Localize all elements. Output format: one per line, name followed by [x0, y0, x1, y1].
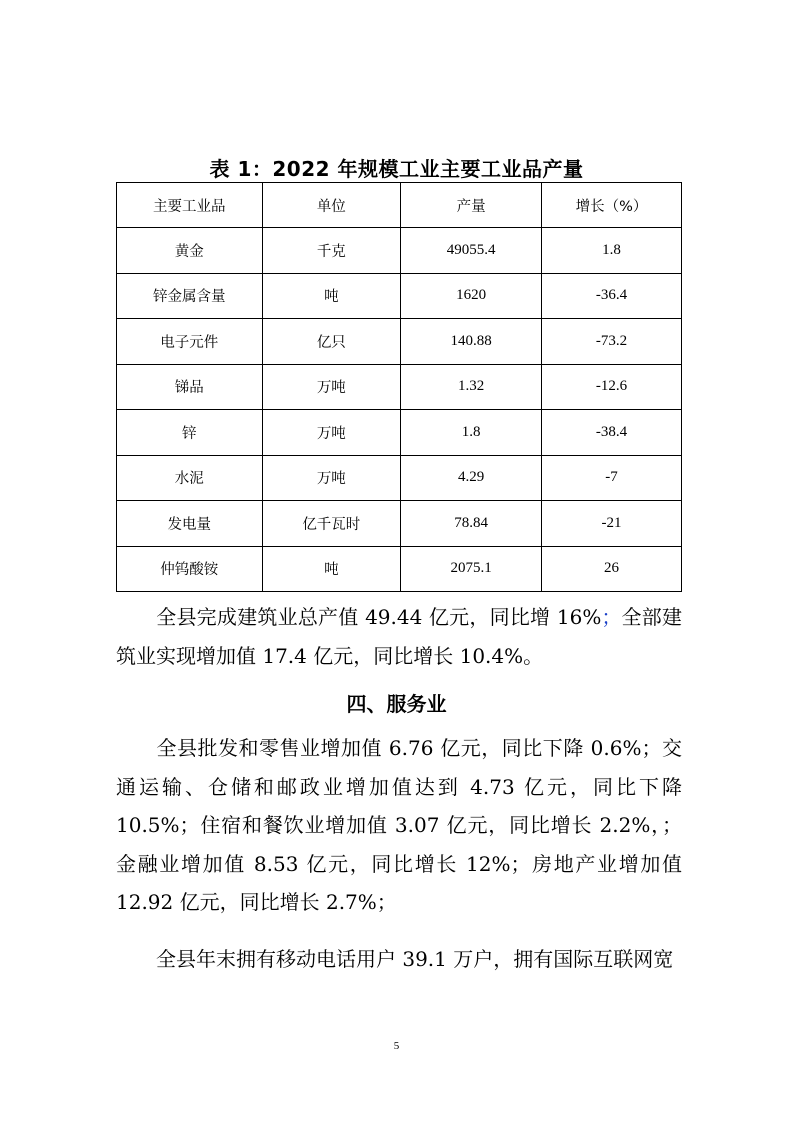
cell-product: 电子元件 — [117, 319, 263, 365]
cell-growth: 26 — [542, 546, 682, 592]
cell-unit: 万吨 — [262, 455, 401, 501]
table-row — [117, 546, 682, 592]
header-growth: 增长（%） — [542, 183, 682, 228]
page-number: 5 — [393, 1040, 400, 1052]
cell-product: 黄金 — [117, 228, 263, 274]
cell-product: 发电量 — [117, 501, 263, 547]
industrial-output-table — [116, 182, 682, 592]
cell-unit: 亿千瓦时 — [262, 501, 401, 547]
cell-output: 49055.4 — [401, 228, 542, 274]
cell-growth: -7 — [542, 455, 682, 501]
table-header-row — [117, 183, 682, 228]
table-title: 表 1：2022 年规模工业主要工业品产量 — [209, 157, 584, 181]
cell-growth: -38.4 — [542, 410, 682, 456]
table-row — [117, 273, 682, 319]
table-row — [117, 228, 682, 274]
cell-unit: 千克 — [262, 228, 401, 274]
cell-unit: 亿只 — [262, 319, 401, 365]
construction-paragraph — [116, 598, 682, 675]
table-row — [117, 319, 682, 365]
services-paragraph — [116, 729, 682, 922]
cell-product: 锌 — [117, 410, 263, 456]
cell-growth: -21 — [542, 501, 682, 547]
header-output: 产量 — [401, 183, 542, 228]
telecom-paragraph — [116, 940, 682, 979]
telecom-text: 全县年末拥有移动电话用户 39.1 万户，拥有国际互联网宽 — [156, 947, 674, 971]
cell-output: 1620 — [401, 273, 542, 319]
cell-output: 2075.1 — [401, 546, 542, 592]
cell-unit: 吨 — [262, 546, 401, 592]
table-row — [117, 501, 682, 547]
cell-growth: -73.2 — [542, 319, 682, 365]
cell-product: 锑品 — [117, 364, 263, 410]
construction-text-a: 全县完成建筑业总产值 49.44 亿元，同比增 16% — [156, 605, 602, 629]
cell-output: 78.84 — [401, 501, 542, 547]
cell-product: 锌金属含量 — [117, 273, 263, 319]
cell-growth: 1.8 — [542, 228, 682, 274]
table-row — [117, 410, 682, 456]
cell-unit: 吨 — [262, 273, 401, 319]
cell-output: 1.8 — [401, 410, 542, 456]
cell-output: 140.88 — [401, 319, 542, 365]
header-product: 主要工业品 — [117, 183, 263, 228]
cell-output: 1.32 — [401, 364, 542, 410]
header-unit: 单位 — [262, 183, 401, 228]
table-row — [117, 455, 682, 501]
highlighted-semicolon: ； — [601, 605, 622, 629]
cell-product: 仲钨酸铵 — [117, 546, 263, 592]
services-text: 全县批发和零售业增加值 6.76 亿元，同比下降 0.6%；交通运输、仓储和邮政业增加值达到 4.73 亿元，同比下降 10.5%；住宿和餐饮业增加值 3.07 亿元，同比增长 2.2%，；金融业增加值 8.53 亿元，同比增长 12%；房地产业增加值 12.92 亿元，同比增长 2.7%； — [116, 736, 682, 914]
cell-output: 4.29 — [401, 455, 542, 501]
construction-text-b: 全部建筑业实现增加值 17.4 亿元，同比增长 10.4%。 — [116, 605, 683, 668]
cell-product: 水泥 — [117, 455, 263, 501]
cell-growth: -36.4 — [542, 273, 682, 319]
cell-growth: -12.6 — [542, 364, 682, 410]
cell-unit: 万吨 — [262, 364, 401, 410]
services-heading: 四、服务业 — [346, 692, 447, 716]
cell-unit: 万吨 — [262, 410, 401, 456]
table-row — [117, 364, 682, 410]
